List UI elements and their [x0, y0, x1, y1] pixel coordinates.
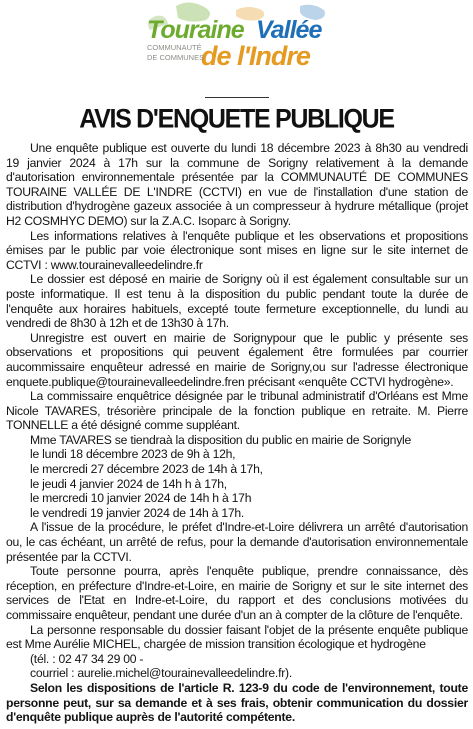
notice-paragraph: le lundi 18 décembre 2023 de 9h à 12h,: [30, 447, 236, 462]
notice-paragraph: A l'issue de la procédure, le préfet d'Indre-et-Loire délivrera un arrêté d'autorisation ou, le cas échéant, un arrêté de refus, pour la demande d'autorisation environnementale présentée par la CCTVI.: [6, 520, 468, 564]
notice-paragraph: La commissaire enquêtrice désignée par le tribunal administratif d'Orléans est Mme Nicole TAVARES, trésorière principale de la fonction publique en retraite. M. Pierre TONNELLE a été désigné comme suppléant.: [6, 389, 468, 433]
notice-paragraph: Une enquête publique est ouverte du lundi 18 décembre 2023 à 8h30 au vendredi 19 janvier 2024 à 17h sur la commune de Sorigny relativement à la demande d'autorisation environnementale présentée par la COMMUNAUTÉ DE COMMUNES TOURAINE VALLÉE DE L'INDRE (CCTVI) en vue de l'installation d'une station de distribution d'hydrogène gazeux associée à un compresseur à hydrure métallique (projet H2 COSMHYC DEMO) sur la Z.A.C. Isoparc à Sorigny.: [6, 141, 468, 228]
notice-paragraph: Les informations relatives à l'enquête publique et les observations et propositions émises par le public par voie électronique sont mises en ligne sur le site internet de CCTVI : www.tourainevalleedelindre.fr: [6, 228, 468, 272]
notice-paragraph: le mercredi 10 janvier 2024 de 14h h à 17h: [30, 491, 252, 506]
logo-word-de-lindre: de l'Indre: [201, 41, 310, 71]
page-title: AVIS D'ENQUETE PUBLIQUE: [79, 103, 394, 135]
notice-paragraph: Toute personne pourra, après l'enquête publique, prendre connaissance, dès réception, en préfecture d'Indre-et-Loire, en mairie de Sorigny et sur le site internet des services de l'Etat en Indre-et-Loire, du rapport et des conclusions motivées du commissaire enquêteur, pendant une durée d'un an à compter de la clôture de l'enquête.: [6, 564, 468, 622]
notice-paragraph: le jeudi 4 janvier 2024 de 14h h à 17h,: [30, 476, 227, 491]
notice-paragraph: courriel : aurelie.michel@tourainevalleedelindre.fr).: [30, 666, 292, 681]
logo-word-vallee: Vallée: [256, 16, 322, 44]
logo-tagline-communaute: COMMUNAUTÉ: [147, 43, 202, 52]
title-separator: [205, 97, 269, 98]
notice-paragraph: Le dossier est déposé en mairie de Sorigny où il est également consultable sur un poste informatique. Il est tenu à la disposition du public pendant toute la durée de l'enquête aux horaires habituels, excepté toute fermeture exceptionnelle, du lundi au vendredi de 8h30 à 12h et de 13h30 à 17h.: [6, 272, 468, 331]
notice-paragraph: le vendredi 19 janvier 2024 de 14h à 17h.: [30, 505, 245, 520]
notice-paragraph: Selon les dispositions de l'article R. 123-9 du code de l'environnement, toute personne peut, sur sa demande et à ses frais, obtenir communication du dossier d'enquête publique auprès de l'autorité compétente.: [6, 680, 468, 725]
notice-paragraph: le mercredi 27 décembre 2023 de 14h à 17h,: [30, 462, 263, 477]
logo-word-touraine: Touraine: [147, 16, 244, 44]
notice-paragraph: (tél. : 02 47 34 29 00 -: [30, 651, 144, 666]
notice-paragraph: Unregistre est ouvert en mairie de Sorignypour que le public y présente ses observations et propositions qui peuvent également être formulées par courrier aucommissaire enquêteur adressé en mairie de Sorigny,ou sur l'adresse électronique enquete.publique@tourainevalleedelindre.fren précisant «enquête CCTVI hydrogène».: [6, 330, 468, 389]
touraine-vallee-logo: [0, 0, 473, 95]
notice-body: [6, 141, 468, 725]
logo-tagline-de-communes: DE COMMUNES: [147, 53, 205, 62]
notice-paragraph: Mme TAVARES se tiendraà la disposition du public en mairie de Sorignyle: [30, 432, 412, 447]
notice-paragraph: La personne responsable du dossier faisant l'objet de la présente enquête publique est Mme Aurélie MICHEL, chargée de mission transition écologique et hydrogène: [6, 622, 468, 652]
